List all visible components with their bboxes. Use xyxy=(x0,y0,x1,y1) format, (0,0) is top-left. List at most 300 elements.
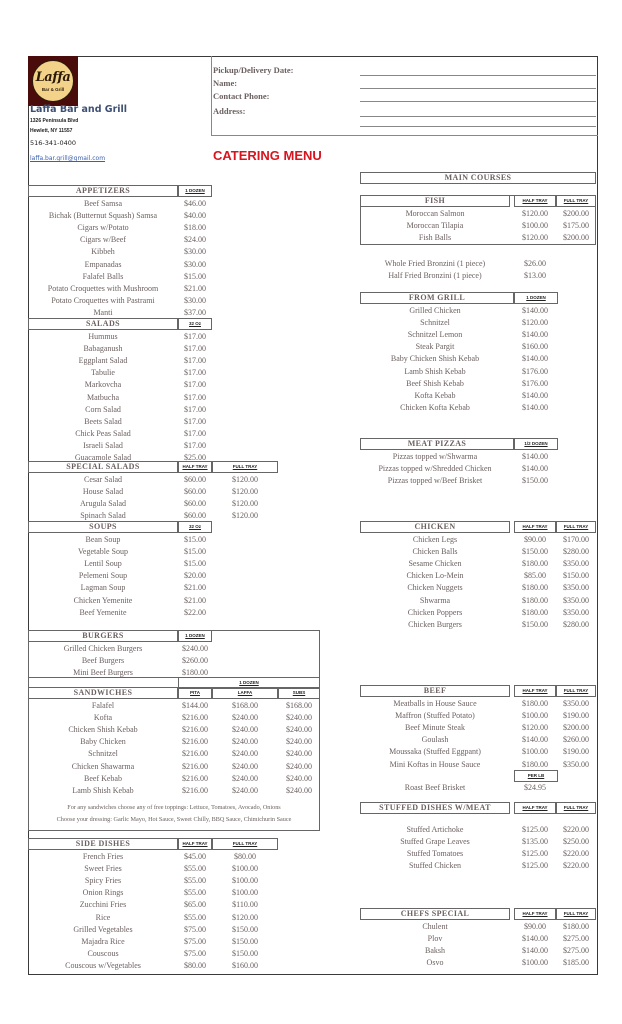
menu-item-price: $140.00 xyxy=(522,464,548,474)
menu-item-half-price: $180.00 xyxy=(522,607,548,617)
menu-item-subs-price: $240.00 xyxy=(286,773,312,783)
menu-item-name: Stuffed Tomatoes xyxy=(406,849,464,859)
menu-item-full-price: $275.00 xyxy=(563,934,589,944)
menu-item-price: $17.00 xyxy=(184,368,206,378)
menu-item-price: $15.00 xyxy=(184,547,206,557)
menu-item-half-price: $90.00 xyxy=(524,922,546,931)
menu-item-full-price: $350.00 xyxy=(563,595,589,605)
section-unit-full-chicken: FULL TRAY xyxy=(556,521,596,533)
address-field-2[interactable] xyxy=(360,126,596,127)
menu-item-name: Chicken Nuggets xyxy=(407,583,463,593)
menu-item-full-price: $220.00 xyxy=(563,849,589,859)
menu-item-price: $21.00 xyxy=(184,583,206,593)
menu-item-name: Cigars w/Beef xyxy=(80,235,126,245)
section-unit-full-side-dishes: FULL TRAY xyxy=(212,838,278,850)
menu-item-price: $176.00 xyxy=(522,366,548,376)
section-unit-appetizers: 1 DOZEN xyxy=(178,185,212,197)
menu-item-price: $46.00 xyxy=(184,199,206,208)
menu-item-price: $260.00 xyxy=(182,656,208,666)
menu-item-price: $24.95 xyxy=(524,783,546,792)
menu-item-half-price: $60.00 xyxy=(184,511,206,521)
menu-item-price: $17.00 xyxy=(184,356,206,366)
menu-item-name: Grilled Chicken Burgers xyxy=(63,644,143,653)
menu-item-price: $20.00 xyxy=(184,571,206,581)
menu-item-full-price: $280.00 xyxy=(563,619,589,629)
menu-item-name: Meatballs in House Sauce xyxy=(393,699,477,708)
sandwich-toppings-note: For any sandwiches choose any of free toppings: Lettuce, Tomatoes, Avocado, Onions xyxy=(67,804,281,811)
menu-item-name: Falafel xyxy=(91,701,115,710)
menu-item-price: $30.00 xyxy=(184,295,206,305)
address-field-1[interactable] xyxy=(360,116,596,117)
section-unit-full-fish: FULL TRAY xyxy=(556,195,596,207)
menu-item-half-price: $140.00 xyxy=(522,934,548,944)
beef-per-lb-unit: PER LB xyxy=(514,770,558,782)
section-header-sandwiches: SANDWICHES xyxy=(28,687,178,699)
menu-item-half-price: $100.00 xyxy=(522,221,548,231)
menu-item-half-price: $55.00 xyxy=(184,888,206,898)
menu-item-price: $160.00 xyxy=(522,342,548,352)
menu-item-full-price: $150.00 xyxy=(232,924,258,934)
section-unit-half-chicken: HALF TRAY xyxy=(514,521,556,533)
menu-item-subs-price: $240.00 xyxy=(286,713,312,723)
pickup-date-label: Pickup/Delivery Date: xyxy=(213,65,294,75)
menu-item-price: $140.00 xyxy=(522,452,548,461)
menu-item-half-price: $80.00 xyxy=(184,960,206,970)
menu-item-name: Bichak (Butternut Squash) Samsa xyxy=(48,211,158,221)
menu-item-full-price: $180.00 xyxy=(563,922,589,931)
section-header-chefs: CHEFS SPECIAL xyxy=(360,908,510,920)
menu-item-half-price: $125.00 xyxy=(522,861,548,871)
page-title: CATERING MENU xyxy=(213,148,322,163)
menu-item-full-price: $275.00 xyxy=(563,946,589,956)
menu-item-full-price: $350.00 xyxy=(563,699,589,708)
menu-item-half-price: $55.00 xyxy=(184,864,206,874)
menu-item-full-price: $350.00 xyxy=(563,559,589,569)
menu-item-name: Stuffed Chicken xyxy=(408,861,462,871)
menu-item-name: Lagman Soup xyxy=(80,583,126,593)
menu-item-half-price: $45.00 xyxy=(184,852,206,861)
menu-item-name: Babaganush xyxy=(83,344,123,354)
menu-item-name: Rice xyxy=(95,912,111,922)
menu-item-half-price: $75.00 xyxy=(184,948,206,958)
menu-item-price: $140.00 xyxy=(522,330,548,340)
address-label: Address: xyxy=(213,106,246,116)
sandwiches-col-pita: PITA xyxy=(178,687,212,699)
menu-item-price: $22.00 xyxy=(184,607,206,617)
menu-item-half-price: $60.00 xyxy=(184,499,206,509)
sandwiches-group-unit: 1 DOZEN xyxy=(178,677,320,689)
menu-item-name: Bean Soup xyxy=(85,535,121,544)
menu-item-price: $30.00 xyxy=(184,259,206,269)
menu-item-pita-price: $216.00 xyxy=(182,761,208,771)
menu-item-name: Spinach Salad xyxy=(80,511,126,521)
menu-item-name: Manti xyxy=(93,307,113,317)
menu-item-pita-price: $216.00 xyxy=(182,785,208,795)
section-header-burgers: BURGERS xyxy=(28,630,178,642)
sandwiches-col-subs: SUBS xyxy=(278,687,320,699)
menu-item-half-price: $90.00 xyxy=(524,535,546,544)
menu-item-price: $17.00 xyxy=(184,344,206,354)
menu-item-name: Kofta xyxy=(93,713,113,723)
menu-item-name: Moroccan Salmon xyxy=(405,209,465,218)
section-unit-half-stuffed: HALF TRAY xyxy=(514,802,556,814)
menu-item-price: $15.00 xyxy=(184,271,206,281)
section-unit-full-special-salads: FULL TRAY xyxy=(212,461,278,473)
menu-item-full-price: $185.00 xyxy=(563,958,589,968)
menu-item-price: $40.00 xyxy=(184,211,206,221)
menu-item-name: Lentil Soup xyxy=(84,559,122,569)
menu-item-full-price: $350.00 xyxy=(563,759,589,769)
menu-item-name: Grilled Vegetables xyxy=(73,924,133,934)
section-unit-half-side-dishes: HALF TRAY xyxy=(178,838,212,850)
menu-item-price: $180.00 xyxy=(182,668,208,678)
section-header-pizzas: MEAT PIZZAS xyxy=(360,438,514,450)
menu-item-price: $240.00 xyxy=(182,644,208,653)
menu-item-half-price: $180.00 xyxy=(522,699,548,708)
menu-item-name: Eggplant Salad xyxy=(78,356,128,366)
menu-item-half-price: $125.00 xyxy=(522,825,548,834)
menu-item-name: Falafel Balls xyxy=(82,271,124,281)
sandwich-dressing-note: Choose your dressing: Garlic Mayo, Hot Sauce, Sweet Chilly, BBQ Sauce, Chimichurin Sauce xyxy=(56,816,292,823)
menu-item-price: $120.00 xyxy=(522,318,548,328)
menu-item-name: Schnitzel xyxy=(420,318,450,328)
menu-item-name: Chicken Kofta Kebab xyxy=(400,402,470,412)
menu-item-half-price: $120.00 xyxy=(522,723,548,733)
main-courses-header: MAIN COURSES xyxy=(360,172,596,184)
menu-item-half-price: $55.00 xyxy=(184,912,206,922)
menu-item-laffa-price: $240.00 xyxy=(232,713,258,723)
menu-item-full-price: $150.00 xyxy=(232,936,258,946)
menu-item-name: Couscous w/Vegetables xyxy=(65,960,141,970)
menu-item-laffa-price: $240.00 xyxy=(232,737,258,747)
menu-item-price: $140.00 xyxy=(522,354,548,364)
menu-item-full-price: $220.00 xyxy=(563,825,589,834)
section-header-soups: SOUPS xyxy=(28,521,178,533)
menu-item-price: $17.00 xyxy=(184,380,206,390)
section-header-appetizers: APPETIZERS xyxy=(28,185,178,197)
menu-item-half-price: $180.00 xyxy=(522,595,548,605)
menu-item-price: $18.00 xyxy=(184,223,206,233)
menu-item-name: Markovcha xyxy=(84,380,122,390)
menu-item-price: $25.00 xyxy=(184,453,206,462)
menu-item-name: Empanadas xyxy=(84,259,122,269)
menu-item-name: Chicken Yemenite xyxy=(73,595,133,605)
section-header-special-salads: SPECIAL SALADS xyxy=(28,461,178,473)
menu-item-half-price: $85.00 xyxy=(524,571,546,581)
menu-item-half-price: $180.00 xyxy=(522,583,548,593)
menu-item-price: $26.00 xyxy=(524,259,546,268)
menu-item-pita-price: $216.00 xyxy=(182,713,208,723)
menu-item-full-price: $200.00 xyxy=(563,233,589,243)
section-header-fish: FISH xyxy=(360,195,510,207)
menu-item-name: Baby Chicken Shish Kebab xyxy=(390,354,480,364)
menu-item-name: Israeli Salad xyxy=(83,440,123,450)
menu-item-subs-price: $168.00 xyxy=(286,701,312,710)
menu-item-name: Potato Croquettes with Pastrami xyxy=(51,295,155,305)
section-header-beef: BEEF xyxy=(360,685,510,697)
section-unit-full-beef: FULL TRAY xyxy=(556,685,596,697)
menu-item-full-price: $260.00 xyxy=(563,735,589,745)
menu-item-full-price: $350.00 xyxy=(563,607,589,617)
menu-item-name: Hummus xyxy=(88,332,118,341)
menu-item-price: $21.00 xyxy=(184,283,206,293)
menu-item-name: Grilled Chicken xyxy=(409,306,461,315)
menu-item-laffa-price: $240.00 xyxy=(232,749,258,759)
menu-item-name: Arugula Salad xyxy=(80,499,126,509)
menu-item-full-price: $350.00 xyxy=(563,583,589,593)
menu-item-pita-price: $216.00 xyxy=(182,725,208,735)
menu-item-name: Pelemeni Soup xyxy=(78,571,128,581)
menu-item-price: $21.00 xyxy=(184,595,206,605)
section-unit-half-fish: HALF TRAY xyxy=(514,195,556,207)
menu-item-name: Beets Salad xyxy=(84,416,122,426)
address-line-1: 1326 Peninsula Blvd xyxy=(30,118,79,124)
menu-item-name: Beef Yemenite xyxy=(79,607,127,617)
sandwiches-col-laffa: LAFFA xyxy=(212,687,278,699)
menu-item-price: $15.00 xyxy=(184,535,206,544)
menu-item-name: Schnitzel xyxy=(88,749,118,759)
menu-item-price: $140.00 xyxy=(522,306,548,315)
section-header-chicken: CHICKEN xyxy=(360,521,510,533)
menu-item-pita-price: $216.00 xyxy=(182,737,208,747)
menu-item-name: Couscous xyxy=(87,948,119,958)
menu-item-name: Stuffed Artichoke xyxy=(406,825,464,834)
menu-item-full-price: $280.00 xyxy=(563,547,589,557)
section-header-stuffed: STUFFED DISHES W/MEAT xyxy=(360,802,510,814)
logo xyxy=(28,56,78,106)
menu-item-name: Schnitzel Lemon xyxy=(407,330,463,340)
section-unit-grill: 1 DOZEN xyxy=(514,292,558,304)
menu-item-half-price: $180.00 xyxy=(522,759,548,769)
menu-item-full-price: $120.00 xyxy=(232,499,258,509)
menu-item-name: Chicken Balls xyxy=(412,547,458,557)
section-unit-salads: 32 Oz xyxy=(178,318,212,330)
menu-item-name: Chicken Shawarma xyxy=(71,761,135,771)
menu-item-full-price: $190.00 xyxy=(563,711,589,721)
logo-text: Laffa xyxy=(35,70,71,85)
name-label: Name: xyxy=(213,78,238,88)
menu-item-half-price: $140.00 xyxy=(522,735,548,745)
logo-subtext: Bar & Grill xyxy=(41,87,65,92)
menu-item-half-price: $150.00 xyxy=(522,619,548,629)
menu-item-name: Lamb Shish Kebab xyxy=(72,785,134,795)
menu-item-subs-price: $240.00 xyxy=(286,761,312,771)
business-name: Laffa Bar and Grill xyxy=(30,104,128,115)
menu-item-name: Chicken Poppers xyxy=(407,607,463,617)
menu-item-half-price: $125.00 xyxy=(522,849,548,859)
menu-item-name: Beef Shish Kebab xyxy=(406,378,464,388)
menu-item-laffa-price: $240.00 xyxy=(232,785,258,795)
menu-item-laffa-price: $240.00 xyxy=(232,761,258,771)
menu-item-half-price: $140.00 xyxy=(522,946,548,956)
section-unit-burgers: 1 DOZEN xyxy=(178,630,212,642)
menu-item-name: Guacamole Salad xyxy=(74,453,132,462)
menu-item-price: $37.00 xyxy=(184,307,206,317)
menu-item-price: $140.00 xyxy=(522,390,548,400)
menu-item-full-price: $200.00 xyxy=(563,723,589,733)
menu-item-name: Sweet Fries xyxy=(84,864,122,874)
menu-item-full-price: $170.00 xyxy=(563,535,589,544)
menu-item-name: Chulent xyxy=(422,922,448,931)
menu-item-half-price: $150.00 xyxy=(522,547,548,557)
menu-item-name: Potato Croquettes with Mushroom xyxy=(47,283,159,293)
section-header-salads: SALADS xyxy=(28,318,178,330)
menu-item-full-price: $150.00 xyxy=(232,948,258,958)
menu-item-name: Chicken Legs xyxy=(412,535,458,544)
menu-item-name: Chicken Burgers xyxy=(408,619,462,629)
menu-item-laffa-price: $240.00 xyxy=(232,725,258,735)
menu-item-half-price: $100.00 xyxy=(522,711,548,721)
section-unit-full-stuffed: FULL TRAY xyxy=(556,802,596,814)
menu-item-price: $13.00 xyxy=(524,271,546,281)
menu-item-full-price: $100.00 xyxy=(232,888,258,898)
section-unit-pizzas: 1/2 DOZEN xyxy=(514,438,558,450)
menu-item-full-price: $120.00 xyxy=(232,912,258,922)
menu-item-name: Matbucha xyxy=(87,392,119,402)
menu-item-name: Plov xyxy=(427,934,443,944)
section-unit-half-special-salads: HALF TRAY xyxy=(178,461,212,473)
menu-item-name: Kibbeh xyxy=(91,247,115,257)
menu-item-name: Fish Balls xyxy=(418,233,452,243)
menu-item-price: $17.00 xyxy=(184,392,206,402)
menu-item-pita-price: $144.00 xyxy=(182,701,208,710)
menu-item-name: Tabulie xyxy=(91,368,115,378)
menu-item-subs-price: $240.00 xyxy=(286,725,312,735)
menu-item-name: Beef Kebab xyxy=(84,773,122,783)
menu-item-full-price: $190.00 xyxy=(563,747,589,757)
menu-item-name: Beef Burgers xyxy=(81,656,125,666)
menu-item-name: Sesame Chicken xyxy=(408,559,462,569)
menu-item-name: Chicken Shish Kebab xyxy=(68,725,138,735)
menu-item-name: Stuffed Grape Leaves xyxy=(400,837,470,847)
business-phone: 516-341-0400 xyxy=(30,139,77,147)
menu-item-half-price: $100.00 xyxy=(522,958,548,968)
menu-item-name: Osvo xyxy=(426,958,444,968)
menu-item-full-price: $160.00 xyxy=(232,960,258,970)
menu-item-name: Roast Beef Brisket xyxy=(404,783,466,792)
menu-item-name: Chick Peas Salad xyxy=(75,428,131,438)
pickup-date-field[interactable] xyxy=(360,75,596,76)
menu-item-price: $17.00 xyxy=(184,416,206,426)
menu-item-price: $17.00 xyxy=(184,404,206,414)
menu-item-name: Corn Salad xyxy=(85,404,121,414)
menu-item-name: Beef Minute Steak xyxy=(405,723,465,733)
menu-item-price: $17.00 xyxy=(184,428,206,438)
menu-item-name: Pizzas topped w/Shredded Chicken xyxy=(378,464,492,474)
menu-item-name: Moussaka (Stuffed Eggpant) xyxy=(389,747,481,757)
menu-item-name: Mini Beef Burgers xyxy=(73,668,133,678)
address-line-2: Hewlett, NY 11557 xyxy=(30,128,73,134)
menu-item-price: $24.00 xyxy=(184,235,206,245)
menu-item-name: Pizzas topped w/Beef Brisket xyxy=(387,476,483,486)
menu-item-name: Whole Fried Bronzini (1 piece) xyxy=(384,259,486,268)
menu-item-full-price: $110.00 xyxy=(232,900,258,910)
section-header-side-dishes: SIDE DISHES xyxy=(28,838,178,850)
menu-item-full-price: $100.00 xyxy=(232,876,258,886)
menu-item-pita-price: $216.00 xyxy=(182,749,208,759)
menu-item-full-price: $120.00 xyxy=(232,511,258,521)
menu-item-name: Zucchini Fries xyxy=(79,900,127,910)
menu-item-name: Maffron (Stuffed Potato) xyxy=(395,711,475,721)
menu-item-full-price: $175.00 xyxy=(563,221,589,231)
menu-item-name: Pizzas topped w/Shwarma xyxy=(392,452,478,461)
menu-item-name: Lamb Shish Kebab xyxy=(404,366,466,376)
menu-item-name: Majadra Rice xyxy=(81,936,125,946)
contact-phone-field[interactable] xyxy=(360,101,596,102)
menu-item-name: Chicken Lo-Mein xyxy=(406,571,464,581)
section-unit-half-beef: HALF TRAY xyxy=(514,685,556,697)
email-link[interactable]: laffa.bar.grill@gmail.com xyxy=(30,155,106,162)
menu-item-laffa-price: $240.00 xyxy=(232,773,258,783)
menu-item-name: House Salad xyxy=(82,487,124,497)
menu-item-half-price: $120.00 xyxy=(522,233,548,243)
menu-item-name: Goulash xyxy=(421,735,449,745)
menu-item-full-price: $250.00 xyxy=(563,837,589,847)
menu-item-subs-price: $240.00 xyxy=(286,785,312,795)
menu-item-name: Onion Rings xyxy=(82,888,124,898)
contact-phone-label: Contact Phone: xyxy=(213,91,270,101)
menu-item-full-price: $150.00 xyxy=(563,571,589,581)
menu-item-half-price: $180.00 xyxy=(522,559,548,569)
menu-item-name: Mini Koftas in House Sauce xyxy=(389,759,481,769)
section-unit-full-chefs: FULL TRAY xyxy=(556,908,596,920)
menu-item-name: Shwarma xyxy=(419,595,451,605)
menu-item-half-price: $135.00 xyxy=(522,837,548,847)
section-unit-soups: 32 Oz xyxy=(178,521,212,533)
menu-item-half-price: $65.00 xyxy=(184,900,206,910)
menu-item-half-price: $120.00 xyxy=(522,209,548,218)
logo-badge-icon xyxy=(32,60,74,102)
menu-item-name: Steak Pargit xyxy=(415,342,455,352)
menu-item-half-price: $75.00 xyxy=(184,936,206,946)
menu-item-name: Half Fried Bronzini (1 piece) xyxy=(388,271,482,281)
menu-item-price: $30.00 xyxy=(184,247,206,257)
menu-item-name: Vegetable Soup xyxy=(78,547,128,557)
menu-item-name: Spicy Fries xyxy=(84,876,122,886)
menu-item-name: Beef Samsa xyxy=(84,199,122,208)
menu-item-price: $176.00 xyxy=(522,378,548,388)
menu-item-name: Baksh xyxy=(425,946,445,956)
menu-item-half-price: $60.00 xyxy=(184,475,206,484)
menu-item-full-price: $200.00 xyxy=(563,209,589,218)
menu-item-price: $17.00 xyxy=(184,332,206,341)
menu-item-half-price: $60.00 xyxy=(184,487,206,497)
menu-item-pita-price: $216.00 xyxy=(182,773,208,783)
menu-item-name: French Fries xyxy=(82,852,124,861)
menu-item-full-price: $120.00 xyxy=(232,475,258,484)
menu-item-subs-price: $240.00 xyxy=(286,737,312,747)
menu-item-price: $150.00 xyxy=(522,476,548,486)
menu-item-price: $17.00 xyxy=(184,440,206,450)
menu-item-subs-price: $240.00 xyxy=(286,749,312,759)
menu-item-half-price: $55.00 xyxy=(184,876,206,886)
menu-item-full-price: $220.00 xyxy=(563,861,589,871)
menu-item-name: Moroccan Tilapia xyxy=(406,221,464,231)
menu-item-full-price: $120.00 xyxy=(232,487,258,497)
menu-item-half-price: $100.00 xyxy=(522,747,548,757)
menu-item-name: Baby Chicken xyxy=(80,737,126,747)
menu-item-laffa-price: $168.00 xyxy=(232,701,258,710)
menu-item-half-price: $75.00 xyxy=(184,924,206,934)
menu-item-full-price: $100.00 xyxy=(232,864,258,874)
menu-item-name: Cesar Salad xyxy=(84,475,122,484)
menu-item-name: Cigars w/Potato xyxy=(77,223,129,233)
menu-item-full-price: $80.00 xyxy=(234,852,256,861)
menu-item-price: $140.00 xyxy=(522,402,548,412)
name-field[interactable] xyxy=(360,88,596,89)
menu-item-name: Kofta Kebab xyxy=(414,390,456,400)
section-unit-half-chefs: HALF TRAY xyxy=(514,908,556,920)
